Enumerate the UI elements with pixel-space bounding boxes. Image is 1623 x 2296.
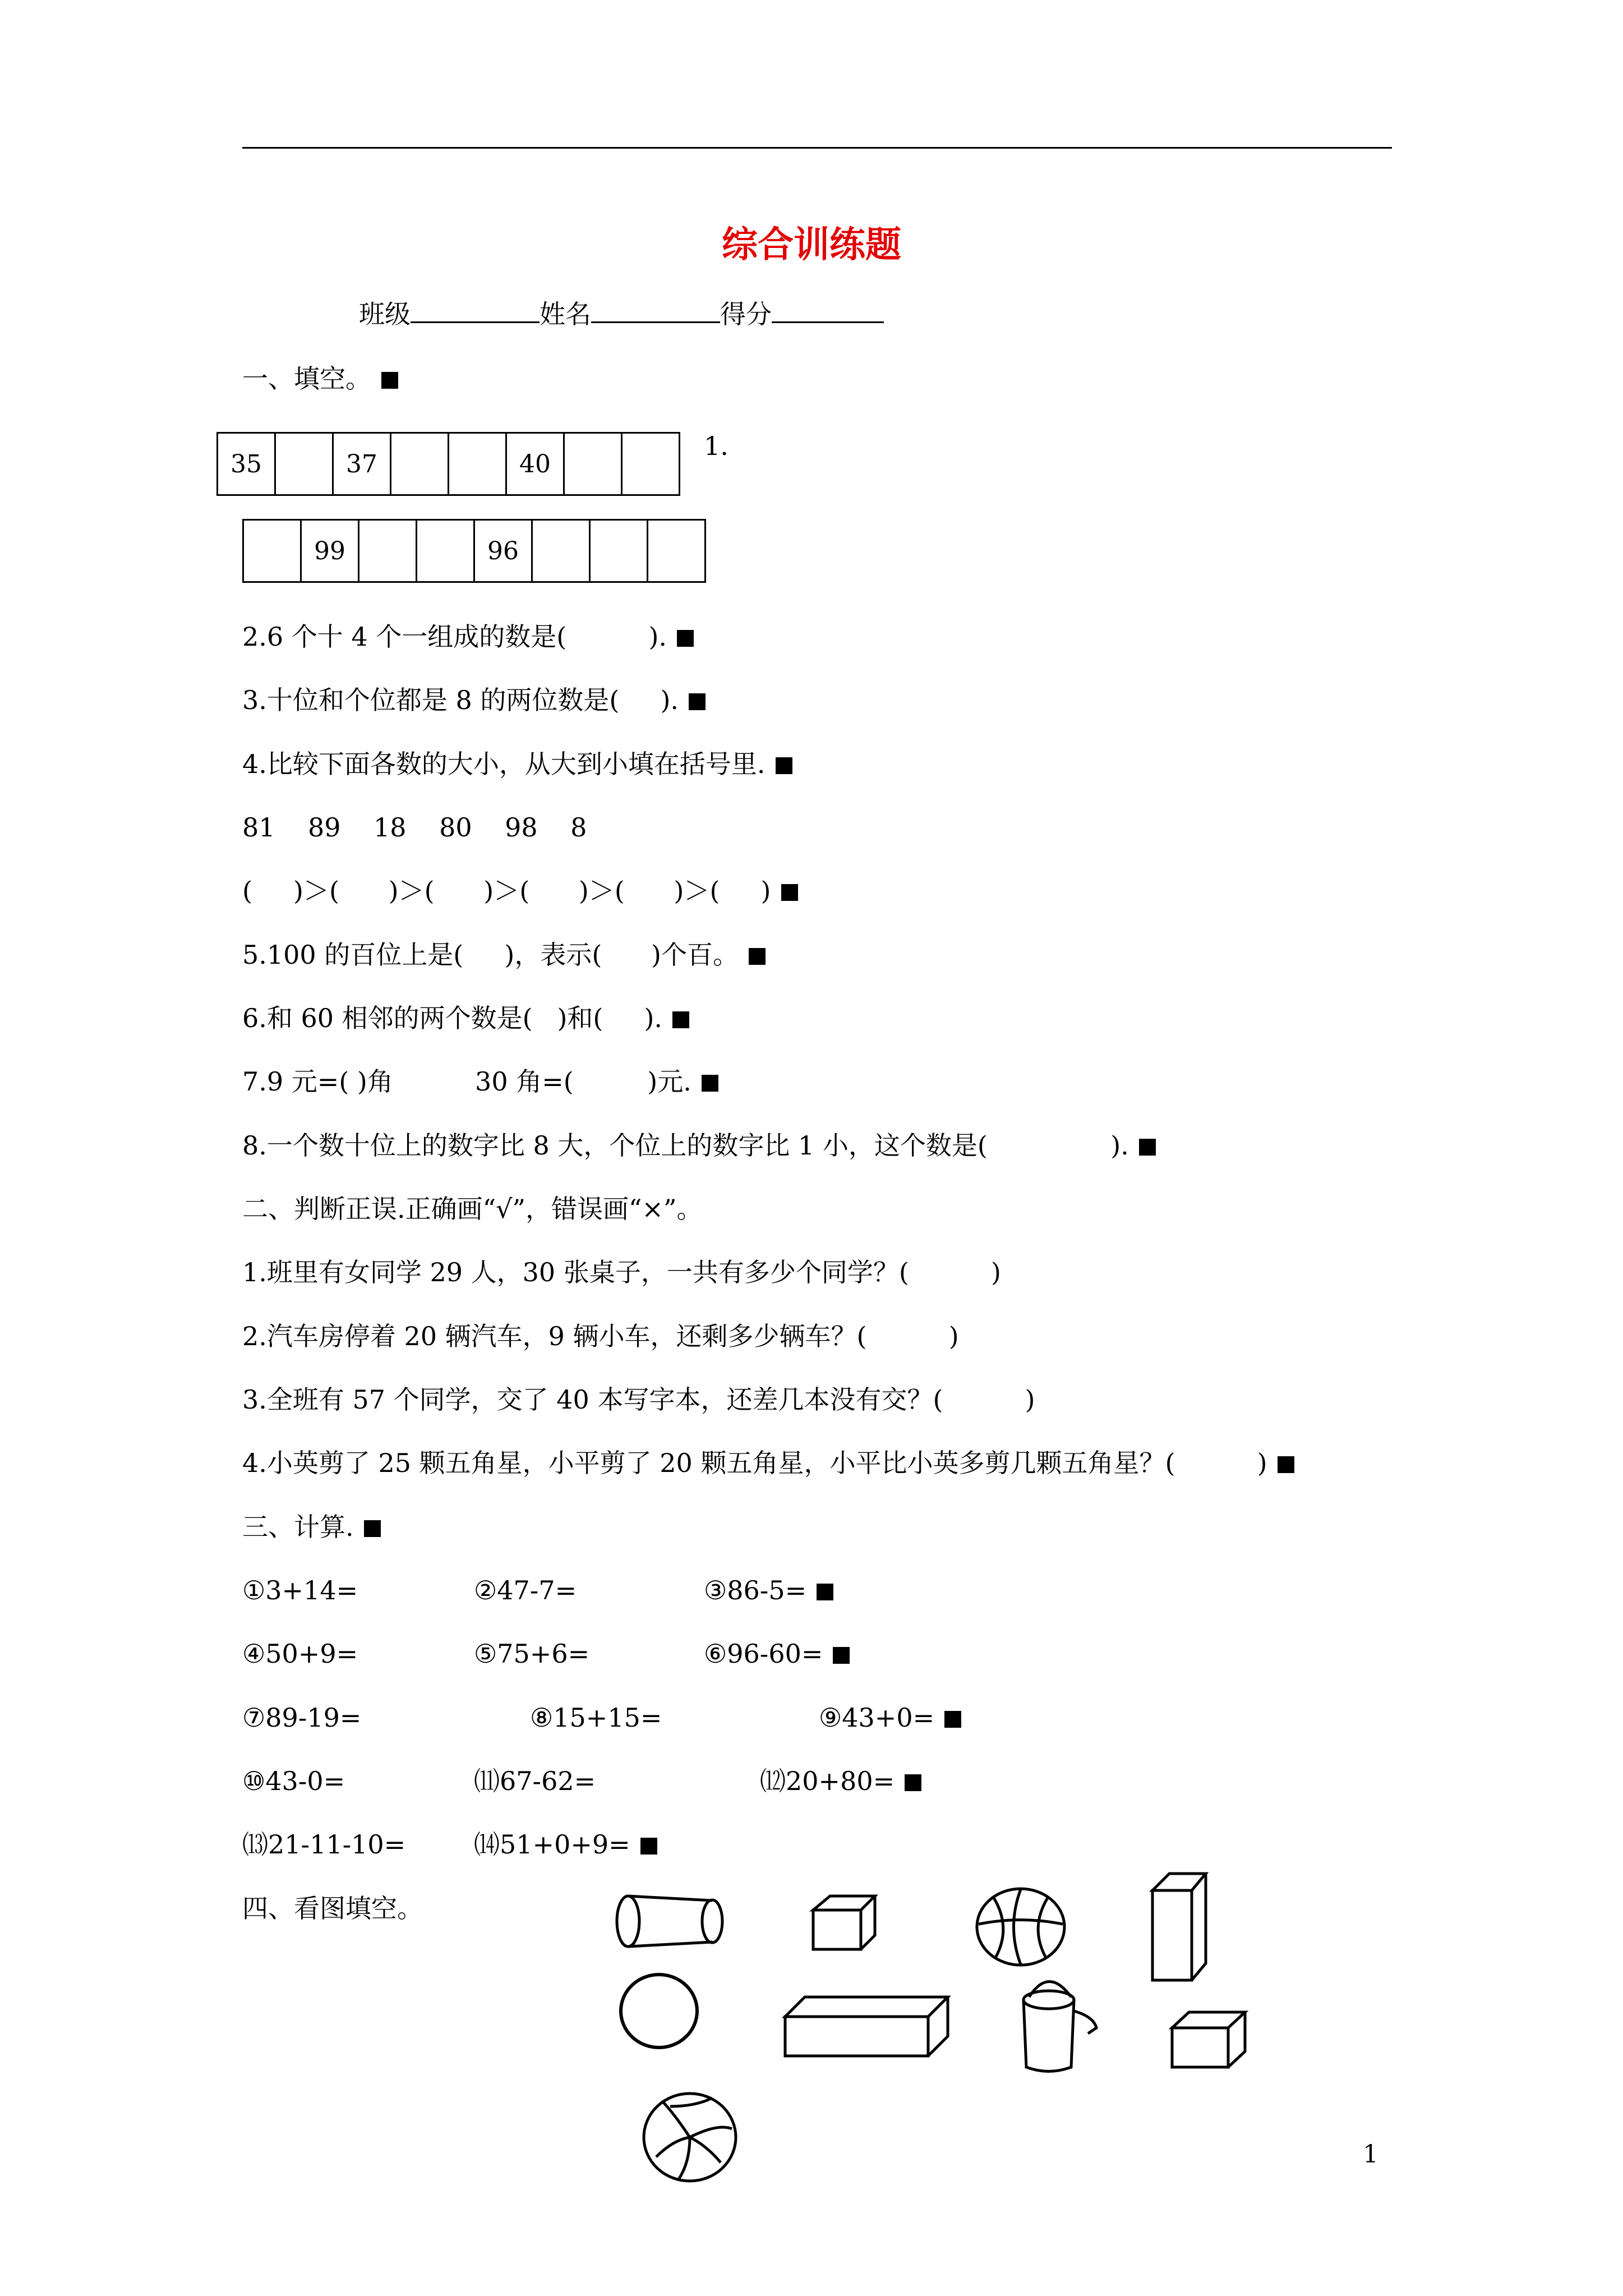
question-6: 6.和 60 相邻的两个数是( )和( ). <box>242 1001 689 1035</box>
score-label: 得分 <box>720 299 772 329</box>
judge-question-3: 3.全班有 57 个同学，交了 40 本写字本，还差几本没有交？( ) <box>242 1384 1035 1415</box>
class-label: 班级 <box>359 299 411 329</box>
judge-question-2: 2.汽车房停着 20 辆汽车，9 辆小车，还剩多少辆车？( ) <box>242 1321 959 1351</box>
seq-cell[interactable] <box>275 433 333 495</box>
cuboid-icon <box>1144 1868 1217 1986</box>
question-4-brackets: ( )＞( )＞( )＞( )＞( )＞( ) <box>242 874 798 908</box>
calc-item: ⒁51+0+9= <box>474 1828 657 1861</box>
calc-item: ⑩43-0= <box>242 1766 345 1796</box>
header-rule <box>242 147 1392 149</box>
calc-item: ⒀21-11-10= <box>242 1829 406 1860</box>
seq-cell[interactable] <box>417 520 474 582</box>
number-sequence-row2 <box>242 519 706 583</box>
small-cube-icon <box>1166 2005 1251 2073</box>
question-4-numbers: 81 89 18 80 98 8 <box>242 812 587 843</box>
section2-heading: 二、判断正误.正确画“√”，错误画“×”。 <box>242 1194 703 1224</box>
question-4: 4.比较下面各数的大小，从大到小填在括号里. <box>242 747 792 781</box>
seq-cell[interactable] <box>622 433 680 495</box>
calc-item: ⑧15+15= <box>530 1703 662 1733</box>
page-number: 1 <box>1363 2140 1378 2169</box>
seq-cell: 35 <box>218 433 275 495</box>
calc-item: ③86-5= <box>704 1573 833 1607</box>
seq-cell[interactable] <box>532 520 590 582</box>
question-3: 3.十位和个位都是 8 的两位数是( ). <box>242 683 706 717</box>
seq-cell: 99 <box>301 520 359 582</box>
page-title: 综合训练题 <box>722 224 901 266</box>
name-label: 姓名 <box>540 299 591 329</box>
seq-cell[interactable] <box>449 433 506 495</box>
question-7: 7.9 元=( )角 30 角=( )元. <box>242 1065 718 1098</box>
student-info-row <box>359 297 884 331</box>
number-sequence-row1 <box>216 432 680 496</box>
score-field[interactable] <box>772 321 884 323</box>
class-field[interactable] <box>411 321 540 323</box>
calc-item: ②47-7= <box>474 1575 577 1605</box>
seq-cell[interactable] <box>243 520 301 582</box>
calc-item: ⑿20+80= <box>760 1764 921 1798</box>
seq-cell[interactable] <box>391 433 449 495</box>
bucket-icon <box>1009 1966 1105 2078</box>
volleyball-icon <box>639 2090 740 2185</box>
section4-heading: 四、看图填空。 <box>242 1893 423 1924</box>
q1-label: 1. <box>704 431 728 461</box>
box-icon <box>780 1989 953 2062</box>
judge-question-4: 4.小英剪了 25 颗五角星，小平剪了 20 颗五角星，小平比小英多剪几颗五角星？( ) <box>242 1446 1294 1480</box>
question-8: 8.一个数十位上的数字比 8 大，个位上的数字比 1 小，这个数是( ). <box>242 1129 1156 1162</box>
cube-icon <box>808 1888 880 1955</box>
calc-item: ⑨43+0= <box>819 1701 961 1734</box>
calc-item: ⑤75+6= <box>474 1639 590 1669</box>
calc-item: ④50+9= <box>242 1639 358 1669</box>
seq-cell[interactable] <box>648 520 706 582</box>
question-5: 5.100 的百位上是( )，表示( )个百。 <box>242 938 766 972</box>
name-field[interactable] <box>591 321 720 323</box>
seq-cell: 96 <box>474 520 532 582</box>
ball-icon <box>617 1969 701 2053</box>
seq-cell[interactable] <box>590 520 648 582</box>
question-2: 2.6 个十 4 个一组成的数是( ). <box>242 620 694 654</box>
calc-item: ⑥96-60= <box>704 1637 850 1671</box>
seq-cell: 40 <box>506 433 564 495</box>
basketball-icon <box>973 1885 1068 1969</box>
seq-cell[interactable] <box>359 520 417 582</box>
calc-item: ⑦89-19= <box>242 1703 362 1733</box>
seq-cell[interactable] <box>564 433 622 495</box>
section1-heading: 一、填空。 <box>242 362 398 395</box>
judge-question-1: 1.班里有女同学 29 人，30 张桌子，一共有多少个同学？( ) <box>242 1257 1001 1287</box>
seq-cell: 37 <box>333 433 391 495</box>
calc-item: ①3+14= <box>242 1575 358 1605</box>
cylinder-icon <box>611 1885 729 1958</box>
calc-item: ⑾67-62= <box>474 1766 596 1796</box>
section3-heading: 三、计算. <box>242 1510 381 1544</box>
